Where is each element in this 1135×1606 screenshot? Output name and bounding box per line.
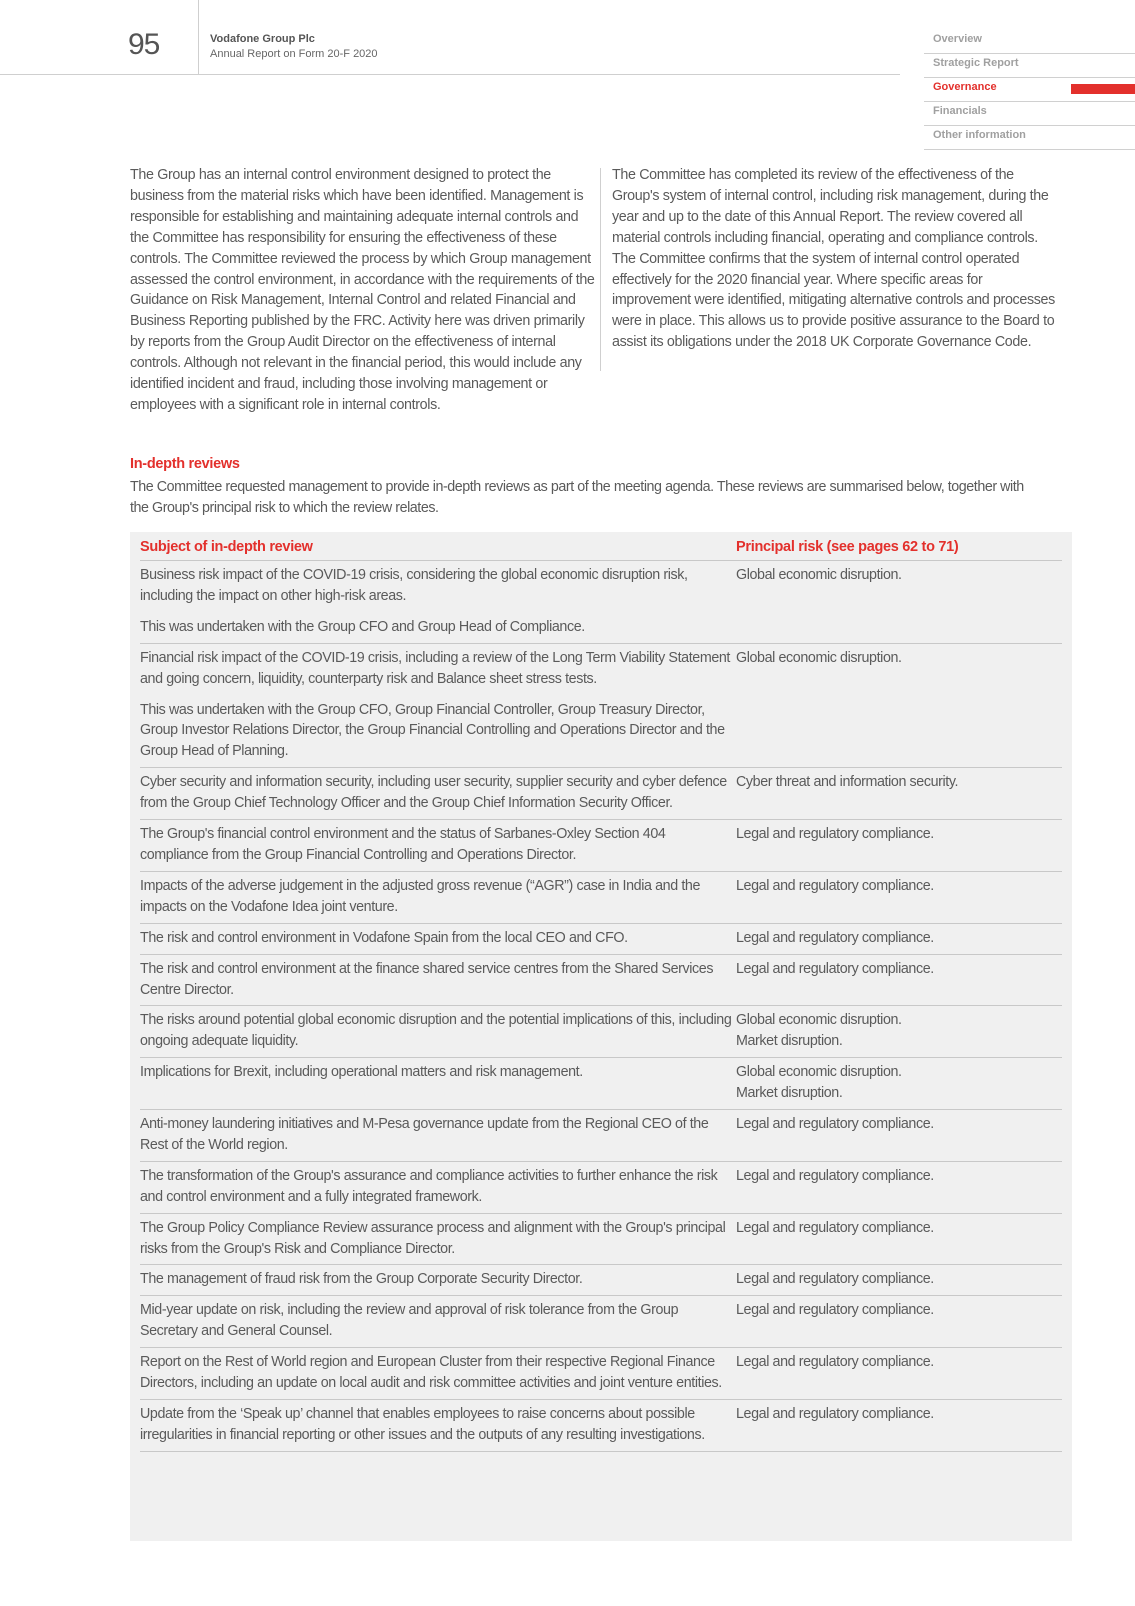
nav-item-other-information[interactable]: [924, 126, 1135, 150]
principal-risk-text: Legal and regulatory compliance.: [736, 1271, 934, 1288]
principal-risk-cell: [736, 1400, 1062, 1452]
table-row: [140, 768, 1062, 820]
review-subject-text: Report on the Rest of World region and European Cluster from their respective Regional Finance Directors, including an update on local audit and risk committee activities and joint venture entities.: [140, 1354, 722, 1392]
review-subject-cell: [140, 871, 736, 923]
report-title: Annual Report on Form 20-F 2020: [210, 48, 378, 60]
principal-risk-cell: [736, 1265, 1062, 1296]
principal-risk-text: Global economic disruption.: [736, 567, 902, 583]
review-subject-cell: [140, 1058, 736, 1110]
section-intro: The Committee requested management to provide in-depth reviews as part of the meeting agenda. These reviews are summarised below, together with the Group's principal risk to which the review relates.: [130, 479, 1024, 516]
review-subject-cell: [140, 1110, 736, 1162]
table-row: [140, 871, 1062, 923]
principal-risk-cell: [736, 1348, 1062, 1400]
nav-label: Overview: [933, 33, 982, 45]
header-rule: [0, 74, 900, 75]
principal-risk-text: Legal and regulatory compliance.: [736, 1167, 934, 1184]
review-subject-cell: [140, 1161, 736, 1213]
principal-risk-text: Legal and regulatory compliance.: [736, 826, 934, 843]
review-subject-cell: [140, 1400, 736, 1452]
review-subject-text: Financial risk impact of the COVID-19 crisis, including a review of the Long Term Viability Statement and going concern, liquidity, counterparty risk and Balance sheet stress tests.: [140, 649, 730, 687]
review-subject-cell: [140, 1348, 736, 1400]
table-row: [140, 1400, 1062, 1452]
review-subject-text: The Group Policy Compliance Review assurance process and alignment with the Group's principal risks from the Group's Risk and Compliance Director.: [140, 1219, 726, 1257]
principal-risk-text: Legal and regulatory compliance.: [736, 1354, 934, 1371]
principal-risk-text: Global economic disruption.: [736, 1012, 902, 1029]
table-row: [140, 820, 1062, 872]
principal-risk-text: Cyber threat and information security.: [736, 774, 959, 791]
principal-risk-cell: [736, 643, 1062, 768]
principal-risk-text: Global economic disruption.: [736, 649, 902, 666]
internal-control-paragraph: The Group has an internal control environment designed to protect the business from the material risks which have been identified. Management is responsible for establishing and maintaining adequate internal controls and the Committee has responsibility for ensuring the effectiveness of these controls. The Committee reviewed the process by which Group management assessed the control environment, in accordance with the requirements of the Guidance on Risk Management, Internal Control and related Financial and Business Reporting published by the FRC. Activity here was driven primarily by reports from the Group Audit Director on the effectiveness of internal controls. Although not relevant in the financial period, this would include any identified incident and fraud, including those involving management or employees with a significant role in internal controls.: [130, 167, 595, 413]
principal-risk-cell: [736, 871, 1062, 923]
table-row: [140, 1161, 1062, 1213]
review-subject-cell: [140, 768, 736, 820]
table-row: [140, 954, 1062, 1006]
table-row: [140, 1348, 1062, 1400]
review-subject-cell: [140, 923, 736, 954]
review-subject-text: This was undertaken with the Group CFO and Group Head of Compliance.: [140, 618, 585, 635]
table-row: [140, 1110, 1062, 1162]
principal-risk-text: Legal and regulatory compliance.: [736, 960, 934, 977]
principal-risk-text: Global economic disruption.: [736, 1064, 902, 1081]
principal-risk-cell: [736, 923, 1062, 954]
principal-risk-cell: [736, 1213, 1062, 1265]
review-subject-cell: [140, 820, 736, 872]
principal-risk-cell: [736, 954, 1062, 1006]
nav-label: Governance: [933, 81, 997, 93]
column-divider: [600, 168, 601, 371]
nav-item-overview[interactable]: [924, 30, 1135, 54]
principal-risk-cell: [736, 1161, 1062, 1213]
principal-risk-cell: [736, 1110, 1062, 1162]
principal-risk-text: Market disruption.: [736, 1033, 843, 1050]
review-subject-text: The risks around potential global economic disruption and the potential implications of this, including ongoing adequate liquidity.: [140, 1012, 732, 1050]
principal-risk-cell: [736, 1058, 1062, 1110]
principal-risk-cell: [736, 1296, 1062, 1348]
review-subject-cell: [140, 643, 736, 768]
table-row: [140, 1213, 1062, 1265]
principal-risk-cell: [736, 561, 1062, 644]
principal-risk-text: Legal and regulatory compliance.: [736, 1302, 934, 1319]
in-depth-reviews-table: [140, 532, 1062, 1452]
review-subject-text: Mid-year update on risk, including the review and approval of risk tolerance from the Group Secretary and General Counsel.: [140, 1302, 679, 1340]
effectiveness-review-paragraph: The Committee has completed its review of the effectiveness of the Group's system of internal control, including risk management, during the year and up to the date of this Annual Report. The review covered all material controls including financial, operating and compliance controls. The Committee confirms that the system of internal control operated effectively for the 2020 financial year. Where specific areas for improvement were identified, mitigating alternative controls and processes were in place. This allows us to provide positive assurance to the Board to assist its obligations under the 2018 UK Corporate Governance Code.: [612, 167, 1055, 351]
review-subject-text: Anti-money laundering initiatives and M-Pesa governance update from the Regional CEO of the Rest of the World region.: [140, 1116, 709, 1153]
review-subject-text: Business risk impact of the COVID-19 crisis, considering the global economic disruption risk, including the impact on other high-risk areas.: [140, 567, 688, 604]
column-header-subject: Subject of in-depth review: [140, 532, 736, 561]
column-header-principal-risk: Principal risk (see pages 62 to 71): [736, 532, 1062, 561]
section-nav: [924, 30, 1135, 150]
review-subject-cell: [140, 954, 736, 1006]
review-subject-cell: [140, 561, 736, 644]
table-header-row: [140, 532, 1062, 561]
table-row: [140, 923, 1062, 954]
principal-risk-cell: [736, 820, 1062, 872]
nav-label: Financials: [933, 105, 987, 117]
review-subject-text: The risk and control environment in Vodafone Spain from the local CEO and CFO.: [140, 929, 628, 946]
table-row: [140, 1296, 1062, 1348]
company-name: Vodafone Group Plc: [210, 33, 315, 45]
review-subject-text: The transformation of the Group's assurance and compliance activities to further enhance the risk and control environment and a fully integrated framework.: [140, 1167, 718, 1205]
principal-risk-text: Market disruption.: [736, 1085, 843, 1102]
active-section-marker: [1071, 84, 1135, 94]
principal-risk-text: Legal and regulatory compliance.: [736, 1219, 934, 1236]
principal-risk-text: Legal and regulatory compliance.: [736, 1406, 934, 1422]
review-subject-cell: [140, 1296, 736, 1348]
review-subject-text: The risk and control environment at the finance shared service centres from the Shared Services Centre Director.: [140, 960, 714, 998]
review-subject-text: Update from the ‘Speak up’ channel that enables employees to raise concerns about possible irregularities in financial reporting or other issues and the outputs of any resulting investigations.: [140, 1406, 705, 1443]
principal-risk-text: Legal and regulatory compliance.: [736, 929, 934, 946]
table-row: [140, 643, 1062, 768]
nav-label: Strategic Report: [933, 57, 1019, 69]
table-row: [140, 1265, 1062, 1296]
section-heading: In-depth reviews: [130, 456, 240, 472]
principal-risk-cell: [736, 768, 1062, 820]
table-row: [140, 561, 1062, 644]
review-subject-text: Cyber security and information security, including user security, supplier security and cyber defence from the Group Chief Technology Officer and the Group Chief Information Security Officer.: [140, 774, 727, 812]
review-subject-cell: [140, 1265, 736, 1296]
principal-risk-text: Legal and regulatory compliance.: [736, 877, 934, 894]
review-subject-text: This was undertaken with the Group CFO, Group Financial Controller, Group Treasury Director, Group Investor Relations Director, the Group Financial Controlling and Operations Director and the Group Head of Planning.: [140, 701, 725, 760]
nav-label: Other information: [933, 129, 1026, 141]
nav-item-financials[interactable]: [924, 102, 1135, 126]
header-divider: [198, 0, 199, 75]
review-subject-cell: [140, 1213, 736, 1265]
table-row: [140, 1006, 1062, 1058]
table-row: [140, 1058, 1062, 1110]
review-subject-text: The Group's financial control environment and the status of Sarbanes-Oxley Section 404 compliance from the Group Financial Controlling and Operations Director.: [140, 826, 666, 863]
principal-risk-cell: [736, 1006, 1062, 1058]
review-subject-text: Impacts of the adverse judgement in the adjusted gross revenue (“AGR”) case in India and the impacts on the Vodafone Idea joint venture.: [140, 877, 701, 915]
principal-risk-text: Legal and regulatory compliance.: [736, 1116, 934, 1133]
review-subject-text: The management of fraud risk from the Group Corporate Security Director.: [140, 1271, 583, 1288]
nav-item-governance[interactable]: [924, 78, 1135, 102]
page-number: 95: [128, 28, 160, 61]
review-subject-text: Implications for Brexit, including operational matters and risk management.: [140, 1064, 583, 1081]
review-subject-cell: [140, 1006, 736, 1058]
in-depth-reviews-table-panel: [130, 532, 1072, 1541]
nav-item-strategic-report[interactable]: [924, 54, 1135, 78]
